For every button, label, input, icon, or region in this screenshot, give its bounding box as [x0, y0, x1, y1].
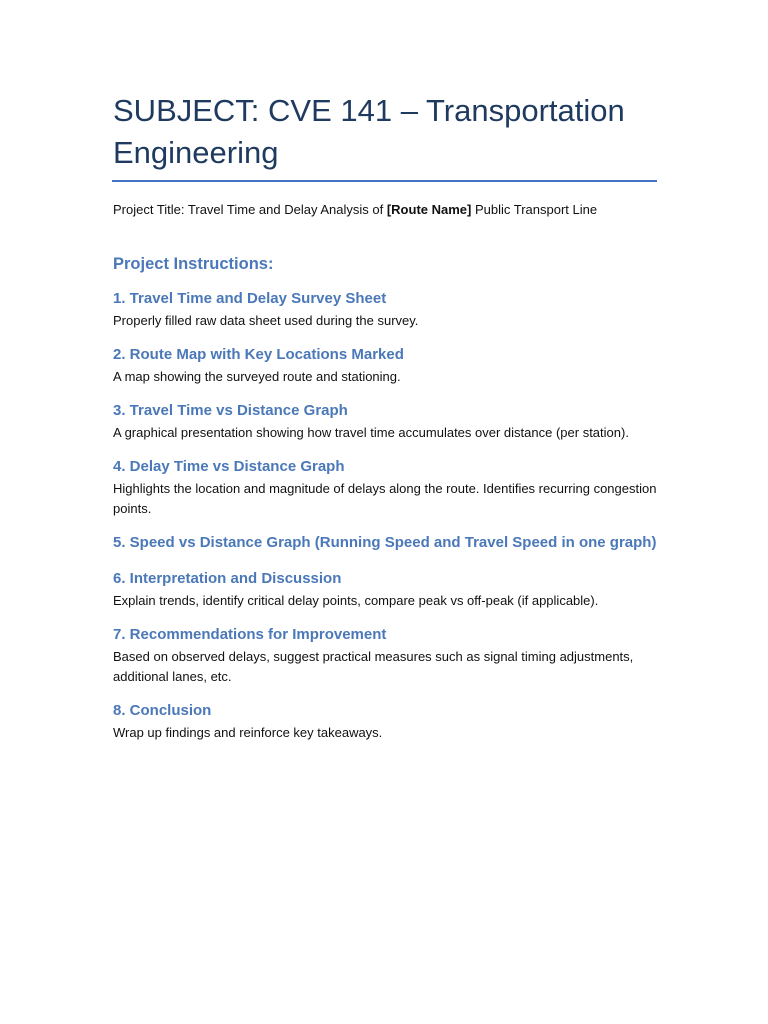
instruction-item [113, 531, 657, 555]
project-title-prefix: Project Title: Travel Time and Delay Analysis of [113, 202, 387, 217]
document-title: SUBJECT: CVE 141 – Transportation Engineering [113, 93, 625, 170]
instruction-heading: 8. Conclusion [113, 702, 212, 719]
instruction-item [113, 623, 657, 687]
instruction-heading: 3. Travel Time vs Distance Graph [113, 402, 348, 419]
instruction-heading: 5. Speed vs Distance Graph (Running Speed and Travel Speed in one graph) [113, 534, 657, 551]
instruction-description: Explain trends, identify critical delay points, compare peak vs off-peak (if applicable). [113, 593, 599, 608]
instruction-item [113, 399, 657, 443]
instruction-description: Wrap up findings and reinforce key takeaways. [113, 725, 383, 740]
instruction-item [113, 287, 657, 331]
project-title-line [113, 201, 657, 219]
instruction-description: A map showing the surveyed route and stationing. [113, 369, 401, 384]
instruction-item [113, 699, 657, 743]
instruction-item [113, 455, 657, 519]
instruction-description: Properly filled raw data sheet used during the survey. [113, 313, 419, 328]
instruction-heading: 2. Route Map with Key Locations Marked [113, 346, 404, 363]
instructions-heading: Project Instructions: [113, 255, 274, 273]
route-name-placeholder: [Route Name] [386, 202, 472, 217]
instruction-heading: 1. Travel Time and Delay Survey Sheet [113, 290, 387, 307]
instruction-item [113, 343, 657, 387]
document-page [113, 90, 657, 743]
title-underline [112, 180, 657, 182]
instruction-heading: 4. Delay Time vs Distance Graph [113, 458, 345, 475]
instruction-heading: 7. Recommendations for Improvement [113, 626, 387, 643]
instruction-item [113, 567, 657, 611]
instruction-description: Highlights the location and magnitude of delays along the route. Identifies recurring congestion points. [113, 481, 657, 516]
instruction-description: Based on observed delays, suggest practical measures such as signal timing adjustments, additional lanes, etc. [113, 649, 634, 684]
instruction-heading: 6. Interpretation and Discussion [113, 570, 342, 587]
project-title-suffix: Public Transport Line [471, 202, 598, 217]
instruction-description: A graphical presentation showing how travel time accumulates over distance (per station). [113, 425, 629, 440]
